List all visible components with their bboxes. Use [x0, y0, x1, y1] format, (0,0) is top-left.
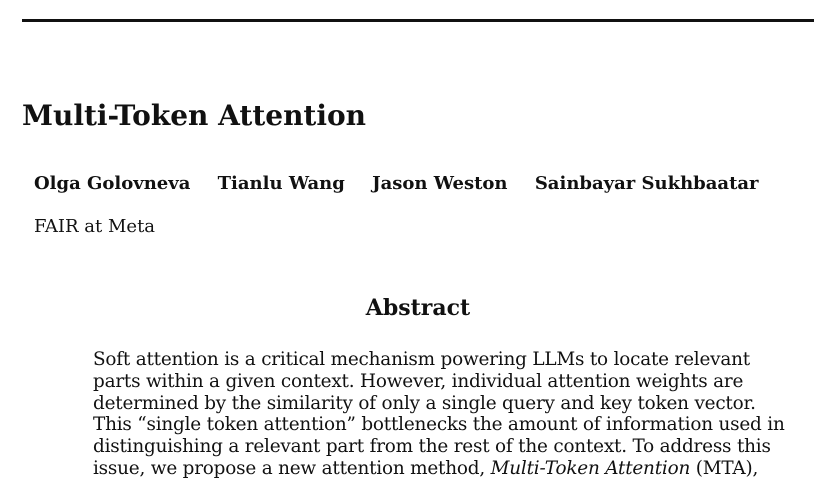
method-name-emphasis: Multi-Token Attention — [490, 457, 691, 479]
abstract-text-segment: issue, we propose a new attention method, — [93, 457, 491, 479]
abstract-line: parts within a given context. However, individual attention weights are — [93, 370, 744, 392]
abstract-heading: Abstract — [365, 295, 471, 321]
paper-title: Multi-Token Attention — [22, 99, 367, 132]
abstract-line: determined by the similarity of only a single query and key token vector. — [93, 392, 756, 414]
abstract-text-segment: (MTA), — [690, 457, 759, 479]
author-name: Jason Weston — [372, 173, 508, 194]
abstract-line: This “single token attention” bottlenecks the amount of information used in — [93, 414, 785, 436]
top-rule — [22, 19, 814, 22]
author-name: Sainbayar Sukhbaatar — [534, 173, 759, 194]
abstract-line-last — [93, 457, 759, 480]
affiliation: FAIR at Meta — [34, 216, 156, 237]
author-list — [34, 171, 759, 197]
abstract-line: Soft attention is a critical mechanism powering LLMs to locate relevant — [93, 349, 750, 370]
author-name: Tianlu Wang — [217, 173, 345, 194]
abstract-body — [93, 349, 785, 480]
author-name: Olga Golovneva — [34, 173, 191, 194]
abstract-line: distinguishing a relevant part from the rest of the context. To address this — [93, 436, 771, 458]
